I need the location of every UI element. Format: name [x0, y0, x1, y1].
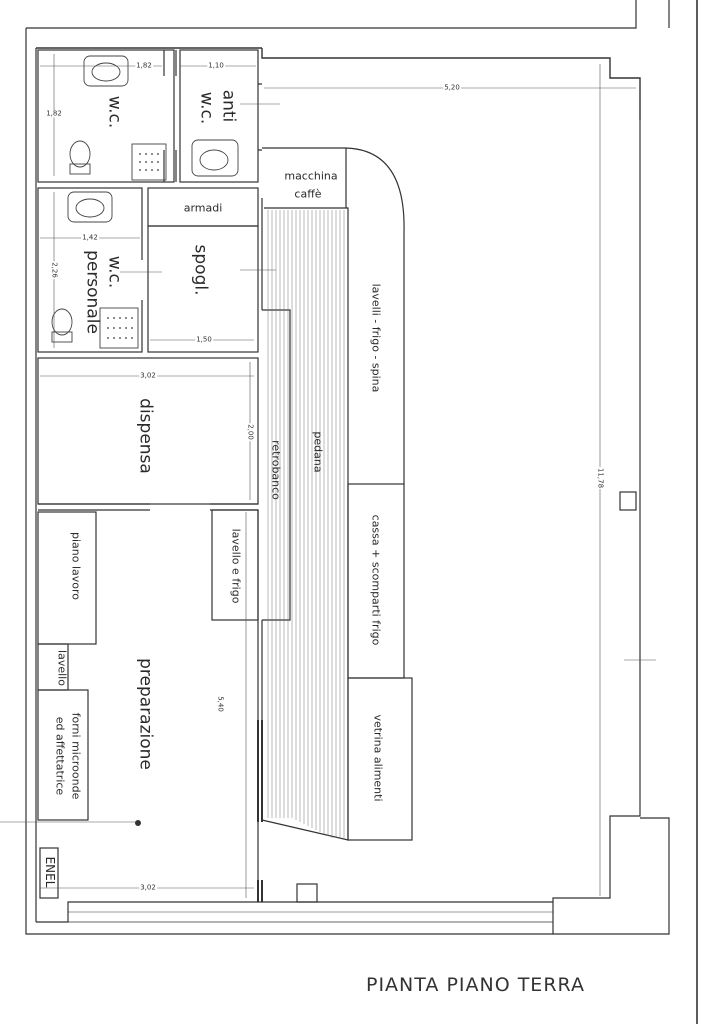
label-lavello-e-frigo: lavello e frigo: [229, 528, 243, 604]
label-anti-line2: w.c.: [196, 91, 217, 125]
toilet-wc-pers: [52, 309, 72, 335]
dim-wc-pers-height: 2,26: [50, 262, 59, 278]
dim-total-length: 11,78: [596, 467, 605, 489]
label-dispensa: dispensa: [135, 398, 156, 474]
shower-dots: [104, 153, 159, 339]
shower-wc-top: [132, 144, 166, 180]
label-lavello: lavello: [55, 650, 69, 686]
pedana-hatching: [268, 210, 344, 840]
dim-dispensa-width: 3,02: [140, 371, 156, 380]
plan-title: PIANTA PIANO TERRA: [366, 974, 585, 996]
washbasin-wc-top: [84, 56, 128, 86]
dim-wc-pers-width: 1,42: [82, 233, 98, 242]
label-lavelli-frigo-spina: lavelli - frigo - spina: [369, 283, 383, 393]
label-enel: ENEL: [43, 856, 57, 888]
label-macchina-line2: caffè: [294, 187, 322, 201]
label-forni-line1: forni microonde: [69, 712, 83, 800]
dim-prep-width: 3,02: [140, 883, 156, 892]
dim-wc-top-height: 1,82: [46, 109, 62, 118]
dim-wc-top-width: 1,82: [136, 61, 152, 70]
bar-counter: [262, 148, 404, 484]
toilet-wc-top: [70, 141, 90, 167]
label-wc-personale-line1: w.c.: [104, 255, 125, 289]
label-retrobanco: retrobanco: [269, 440, 283, 500]
dim-anti-width: 1,10: [208, 61, 224, 70]
label-piano-lavoro: piano lavoro: [69, 531, 83, 601]
label-pedana: pedana: [311, 431, 325, 473]
label-vetrina: vetrina alimenti: [371, 714, 385, 802]
label-wc-top: w.c.: [104, 95, 125, 129]
dim-prep-height: 5,40: [216, 696, 225, 712]
piano-lavoro: [38, 512, 96, 644]
washbasin-anti: [192, 140, 238, 176]
label-anti-line1: anti: [218, 89, 239, 123]
wall-top-right: [26, 0, 636, 28]
label-wc-personale-line2: personale: [82, 250, 103, 334]
label-armadi: armadi: [183, 201, 223, 215]
washbasin-wc-pers: [68, 192, 112, 222]
dim-dispensa-height: 2,00: [246, 424, 255, 440]
label-forni-line2: ed affettatrice: [53, 716, 67, 796]
dim-room-width: 5,20: [444, 83, 460, 92]
label-spogl: spogl.: [190, 244, 211, 296]
dim-spogl-width: 1,50: [196, 335, 212, 344]
label-cassa: cassa + scomparti frigo: [369, 514, 383, 646]
label-macchina-line1: macchina: [284, 169, 338, 183]
label-preparazione: preparazione: [135, 658, 156, 770]
